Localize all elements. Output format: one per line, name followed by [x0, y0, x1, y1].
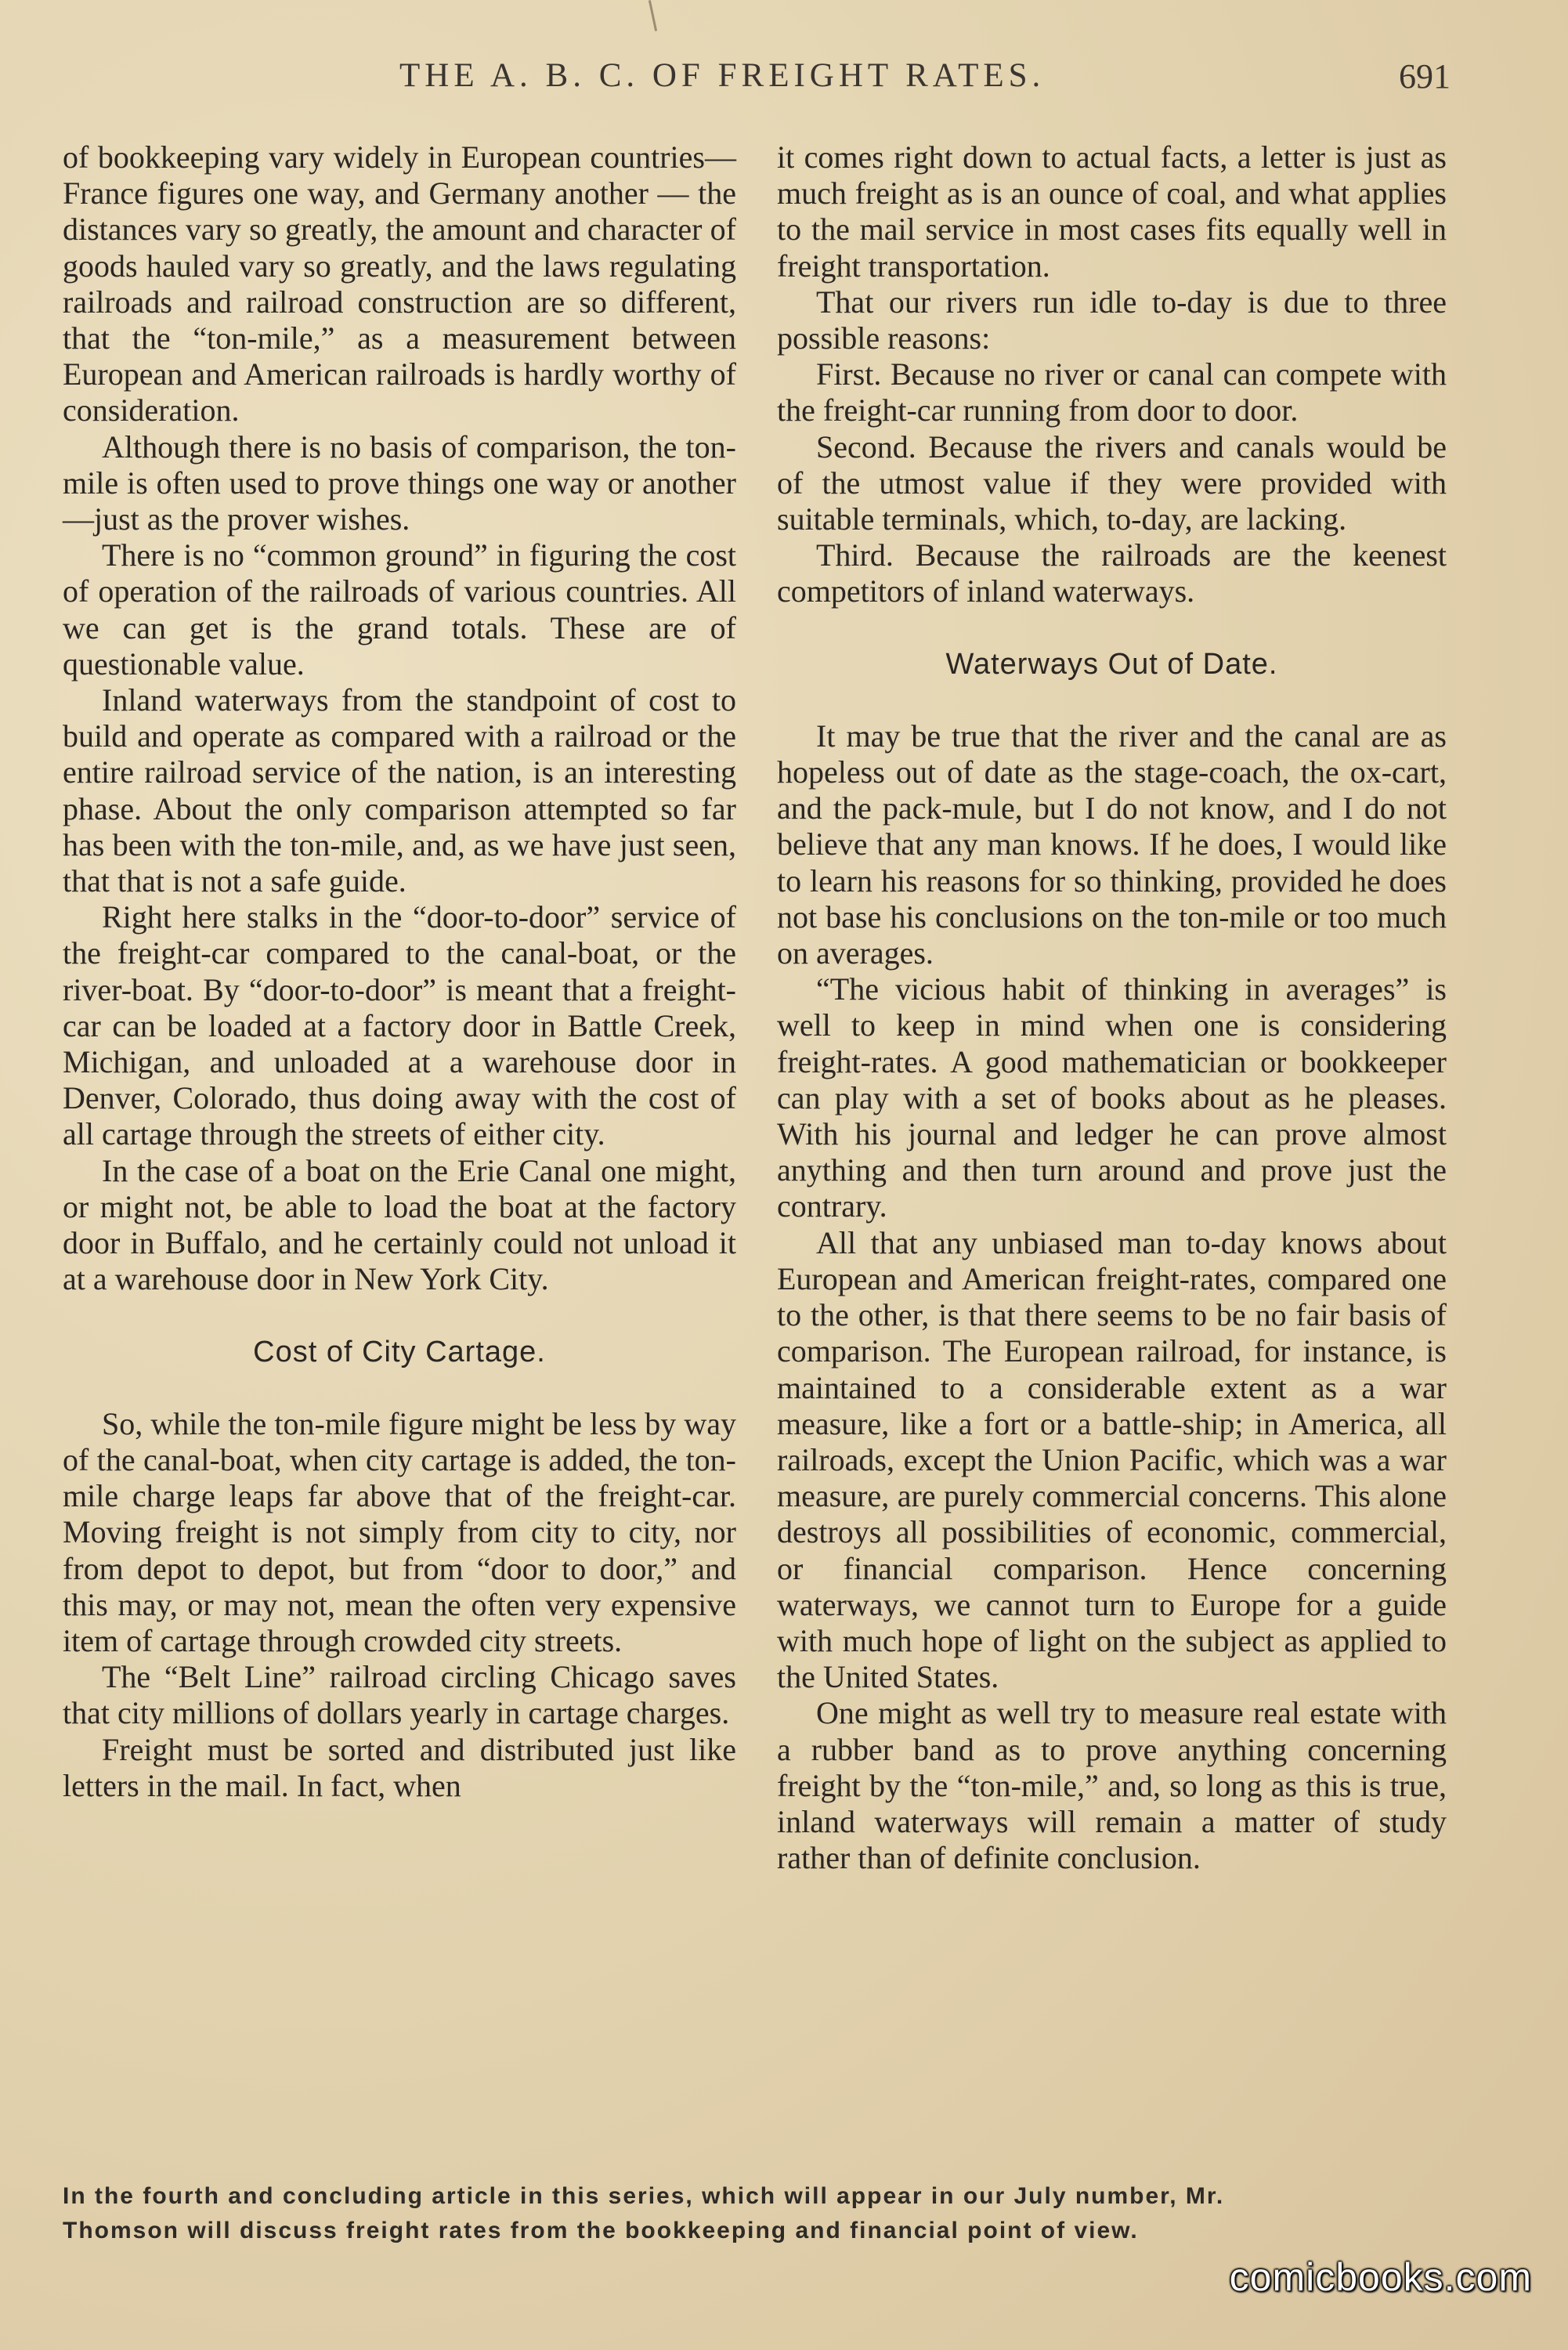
- paragraph: One might as well try to measure real estate with a rubber band as to prove anything concerning freight by the “ton-mile,” and, so long as this is true, inland waterways will remain a matter of study rather than of definite conclusion.: [777, 1695, 1447, 1876]
- left-column: [63, 139, 736, 1804]
- section-subhead: Waterways Out of Date.: [945, 647, 1278, 681]
- editor-note-line: Thomson will discuss freight rates from the bookkeeping and financial point of view.: [63, 2218, 1139, 2243]
- paragraph: The “Belt Line” railroad circling Chicago saves that city millions of dollars yearly in cartage charges.: [63, 1659, 736, 1731]
- paragraph: That our rivers run idle to-day is due to three possible reasons:: [777, 284, 1447, 356]
- paragraph: of bookkeeping vary widely in European countries—France figures one way, and Germany another — the distances vary so greatly, the amount and character of goods hauled vary so greatly, and the laws regulating railroads and railroad construction are so different, that the “ton-mile,” as a measurement between European and American railroads is hardly worthy of consideration.: [63, 139, 736, 428]
- paragraph: It may be true that the river and the canal are as hopeless out of date as the stage-coach, the ox-cart, and the pack-mule, but I do not know, and I do not believe that any man knows. If he does, I would like to learn his reasons for so thinking, provided he does not base his conclusions on the ton-mile or too much on averages.: [777, 718, 1447, 971]
- paragraph: Right here stalks in the “door-to-door” service of the freight-car compared to the canal-boat, or the river-boat. By “door-to-door” is meant that a freight-car can be loaded at a factory door in Battle Creek, Michigan, and unloaded at a warehouse door in Denver, Colorado, thus doing away with the cost of all cartage through the streets of either city.: [63, 899, 736, 1152]
- paragraph: First. Because no river or canal can compete with the freight-car running from door to door.: [777, 356, 1447, 428]
- paragraph: Inland waterways from the standpoint of cost to build and operate as compared with a railroad or the entire railroad service of the nation, is an interesting phase. About the only comparison attempted so far has been with the ton-mile, and, as we have just seen, that that is not a safe guide.: [63, 682, 736, 899]
- paragraph: There is no “common ground” in figuring the cost of operation of the railroads of various countries. All we can get is the grand totals. These are of questionable value.: [63, 537, 736, 682]
- paragraph: In the case of a boat on the Erie Canal one might, or might not, be able to load the boat at the factory door in Buffalo, and he certainly could not unload it at a warehouse door in New York City.: [63, 1152, 736, 1297]
- section-subhead: Cost of City Cartage.: [253, 1335, 546, 1368]
- editor-note-line: In the fourth and concluding article in this series, which will appear in our July number, Mr.: [63, 2183, 1225, 2209]
- paragraph: All that any unbiased man to-day knows about European and American freight-rates, compared one to the other, is that there seems to be no fair basis of comparison. The European railroad, for instance, is maintained to a considerable extent as a war measure, like a fort or a battle-ship; in America, all railroads, except the Union Pacific, which was a war measure, are purely commercial concerns. This alone destroys all possibilities of economic, commercial, or financial comparison. Hence concerning waterways, we cannot turn to Europe for a guide with much hope of light on the subject as applied to the United States.: [777, 1224, 1447, 1695]
- paragraph: Second. Because the rivers and canals would be of the utmost value if they were provided with suitable terminals, which, to-day, are lacking.: [777, 428, 1447, 537]
- paper-scratch-mark: [649, 0, 657, 31]
- paragraph: Third. Because the railroads are the keenest competitors of inland waterways.: [777, 537, 1447, 609]
- paragraph: Although there is no basis of comparison, the ton-mile is often used to prove things one way or another—just as the prover wishes.: [63, 428, 736, 537]
- paragraph: Freight must be sorted and distributed just like letters in the mail. In fact, when: [63, 1731, 736, 1803]
- paragraph: it comes right down to actual facts, a letter is just as much freight as is an ounce of coal, and what applies to the mail service in most cases fits equally well in freight transportation.: [777, 139, 1447, 284]
- site-watermark: comicbooks.com: [1229, 2255, 1532, 2299]
- editor-note: [63, 2179, 1457, 2248]
- right-column: [777, 139, 1447, 1876]
- running-title: THE A. B. C. OF FREIGHT RATES.: [399, 57, 1046, 94]
- paragraph: “The vicious habit of thinking in averages” is well to keep in mind when one is considering freight-rates. A good mathematician or bookkeeper can play with a set of books about as he pleases. With his journal and ledger he can prove almost anything and then turn around and prove just the contrary.: [777, 971, 1447, 1224]
- page-number: 691: [1399, 57, 1451, 96]
- running-head: [0, 56, 1568, 103]
- paragraph: So, while the ton-mile figure might be less by way of the canal-boat, when city cartage is added, the ton-mile charge leaps far above that of the freight-car. Moving freight is not simply from city to city, nor from depot to depot, but from “door to door,” and this may, or may not, mean the often very expensive item of cartage through crowded city streets.: [63, 1405, 736, 1658]
